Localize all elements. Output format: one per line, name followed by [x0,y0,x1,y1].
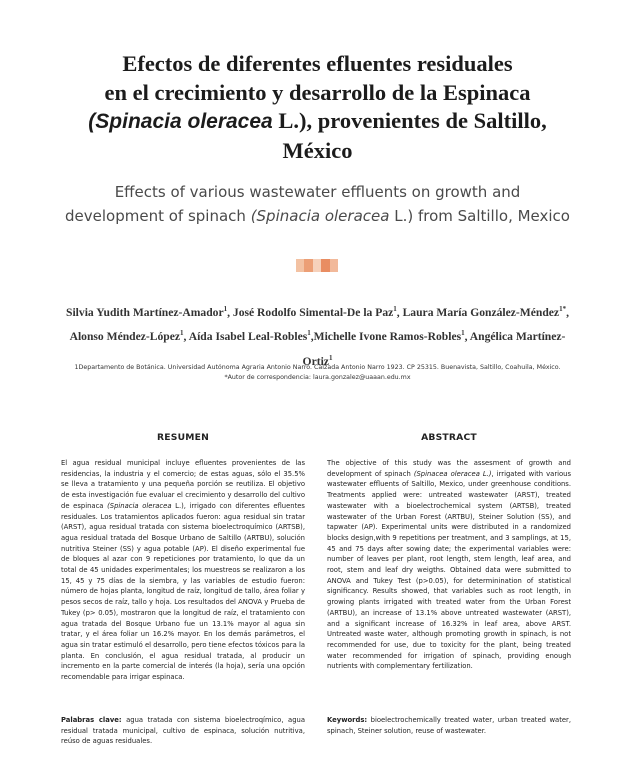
correspondence: *Autor de correspondencia: laura.gonzalez@uaaan.edu.mx [224,374,411,381]
abstract-text [327,458,571,672]
author-affiliation-mark: 1 [461,329,465,338]
author-affiliation-mark: 1 [328,353,333,362]
resumen-heading: RESUMEN [157,432,209,443]
abstract-text-part-1: The objective of this study was the assesment of growth and development of spinach [327,459,571,478]
divider-segment [296,259,304,272]
keywords [327,715,571,736]
author-affiliation-mark: 1 [223,305,228,313]
palabras-clave-label: Palabras clave: [61,716,122,724]
english-title [40,180,595,228]
keywords-label: Keywords: [327,716,368,724]
author-affiliation-mark: 1 [180,329,184,338]
divider-segment [330,259,338,272]
author-affiliation-mark: 1 [307,329,311,338]
english-species-authority: L.) [389,207,414,225]
resumen-column [61,432,305,683]
english-title-line-2-end: from Saltillo, Mexico [413,207,570,225]
affiliation: 1Departamento de Botánica. Universidad Autónoma Agraria Antonio Narro. Calzada Antonio Narro 1923. CP 25315. Buenavista, Saltillo, Coahuila, México. [74,364,561,371]
author-list [56,299,579,372]
abstract-species-italic: (Spinacea oleracea L.) [413,469,492,478]
resumen-species-italic: (Spinacia oleracea [107,501,172,510]
spanish-title-line-2: en el crecimiento y desarrollo de la Espinaca [104,79,531,105]
author-affiliation-mark: 1 [393,305,397,313]
author: Michelle Ivone Ramos-Robles$^1$, [313,329,470,344]
author-name: José Rodolfo Simental-De la Paz [232,305,394,319]
spanish-title-line-3 [40,107,595,137]
palabras-clave-list: agua tratada con sistema bioelectroqímico, agua residual tratada municipal, cultivo de espinaca, solución nutritiva, reúso de aguas residuales. [61,716,305,746]
keywords-list: bioelectrochemically treated water, urban treated water, spinach, Steiner solution, reuse of wastewater. [327,716,571,735]
abstract-heading: ABSTRACT [421,432,477,443]
spanish-title-line-1: Efectos de diferentes efluentes residuales [122,51,513,76]
species-authority: L.) [272,108,307,133]
resumen-text [61,458,305,683]
author-name: Silvia Yudith Martínez-Amador [66,305,224,319]
author-name: Michelle Ivone Ramos-Robles [313,330,462,344]
english-species-italic: (Spinacia oleracea [250,207,390,225]
resumen-text-part-2: L.), irrigado con diferentes efluentes residuales. Los tratamientos aplicados fueron: agua residual sin tratar (ARST), agua residual tratada con sistema bioelectroquímico (ARTSB), agua residual tratada del Bosque Urbano de Saltillo (ARTBU), solución nutritiva Steiner (SS) y agua potable (AP). El diseño experimental fue de bloques al azar con 9 repeticiones por tratamiento, lo que da un total de 45 unidades experimentales; los muestreos se realizaron a los 15, 45 y 75 días de la siembra, y las variables de estudio fueron: número de hojas planta, longitud de raíz, longitud de tallo, área foliar y pesos secos de raíz, tallo y hoja. Los resultados del ANOVA y Prueba de Tukey (p> 0.05), mostraron que la longitud de raíz, el tratamiento con agua tratada del Bosque Urbano fue un 13.1% mayor al agua sin tratar, y el área foliar un 16.2% mayor. En los demás parámetros, el agua sin tratar estimuló el desarrollo, pero tiene efectos tóxicos para la planta. En conclusión, el agua residual tratada, al producir un incremento en la parte comercial de interés (la hoja), sería una opción recomendable para irrigar espinaca. [61,501,305,682]
affiliation-block [30,363,605,383]
english-title-line-2-start: development of spinach [65,207,251,225]
author: José Rodolfo Simental-De la Paz$^1$, [232,305,403,319]
abstract-column [327,432,571,672]
author-affiliation-mark: 1* [559,305,567,313]
palabras-clave [61,715,305,747]
author: Silvia Yudith Martínez-Amador$^1$, [66,305,233,319]
spanish-title [40,50,595,165]
author-name: Angélica Martínez-Ortiz [302,330,566,368]
english-title-line-2 [40,204,595,228]
english-title-line-1: Effects of various wastewater effluents on growth and [114,183,521,201]
divider-segment [304,259,312,272]
decorative-divider [296,259,338,272]
spanish-title-line-3-rest: , provenientes de Saltillo, [306,108,547,133]
author-name: Laura María González-Méndez [402,305,560,319]
author-name: Alonso Méndez-López [69,330,181,344]
abstract-text-part-2: , irrigated with various wastewater effluents of Saltillo, Mexico, under greenhouse conditions. Treatments applied were: untreated wastewater (ARST), treated wastewater with a bioelectrochemical system (ARTSB), treated wastewater of the Urban Forest (ARTBU), Steiner Solution (SS), and tapwater (AP). Experimental units were distributed in a randomized blocks design,with 9 repetitions per treatment, and 3 samplings, at 15, 45 and 75 days after sowing date; the experimental variables were: number of leaves per plant, root length, stem length, leaf area, and root, stem and leaf dry weigths. Obtained data were submitted to ANOVA and Tukey Test (p>0.05), for determinination of statistical significancy. Results showed, that variables such as root length, in growing plants irrigated with treated water from the Urban Forest (ARTBU), an increase of 13.1% above untreated wastewater (ARST), and a significant increase of 16.32% in leaf area, above ARST. Untreated waste water, although promoting growth in spinach, is not recommended for use, due to toxicity for the plant, being treated water recommended for irrigation of spinach, providing enough nutrients with complementary fertilization. [327,469,572,671]
author: Aída Isabel Leal-Robles$^1$, [188,329,314,344]
author: Alonso Méndez-López$^1$, [69,329,189,344]
spanish-title-line-4: México [282,137,353,163]
author: Laura María González-Méndez$^{1*}$, [402,305,569,319]
divider-segment [313,259,321,272]
species-name-italic: (Spinacia oleracea [88,110,273,133]
resumen-text-part-1: El agua residual municipal incluye efluentes provenientes de las residencias, la industria y el comercio; de estas aguas, sólo el 35.5% se lleva a tratamiento y una pequeña porción se reutiliza. El objetivo de esta investigación fue evaluar el crecimiento y desarrollo del cultivo de espinaca [61,459,305,510]
divider-segment [321,259,329,272]
author-name: Aída Isabel Leal-Robles [188,330,308,344]
